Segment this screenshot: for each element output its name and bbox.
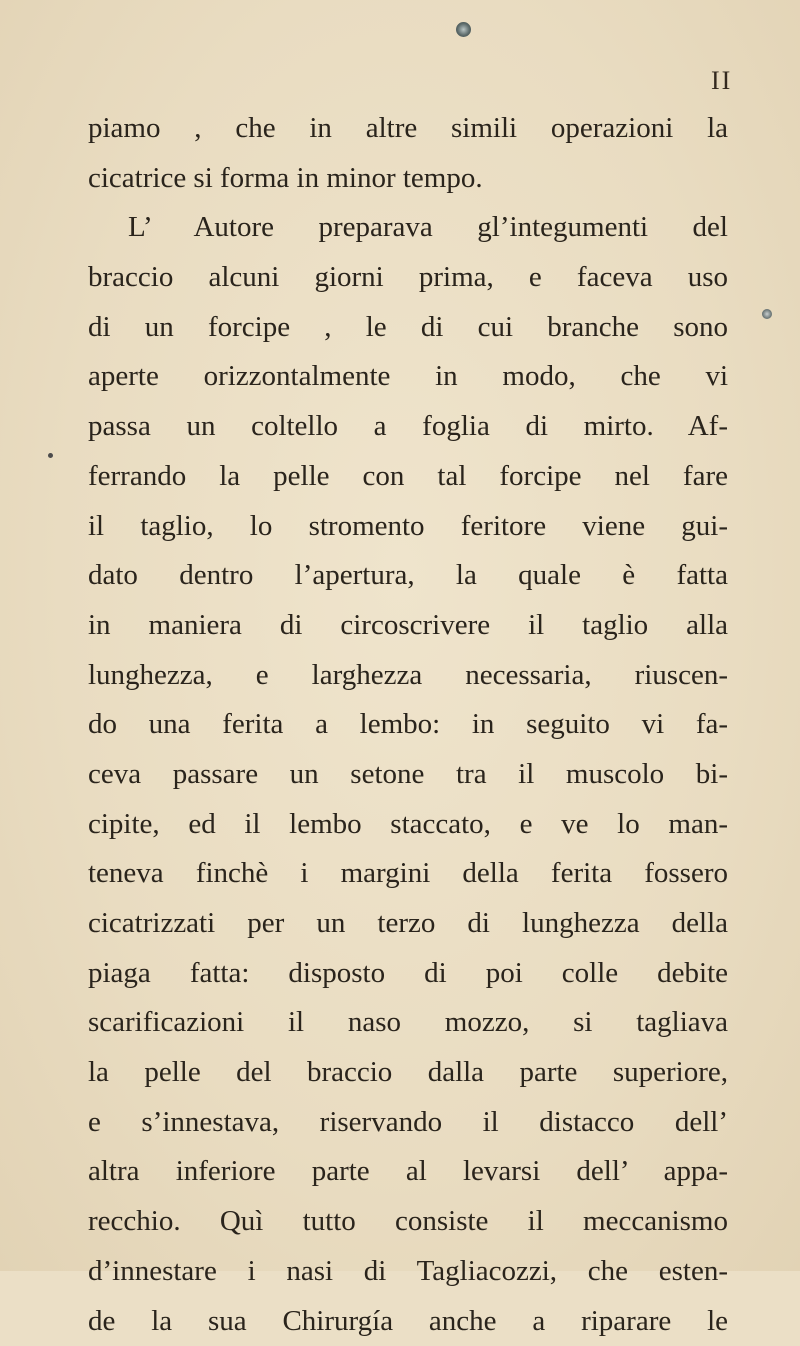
text-line: recchio. Quì tutto consiste il meccanismo <box>88 1197 728 1247</box>
text-line: altra inferiore parte al levarsi dell’ appa- <box>88 1147 728 1197</box>
text-line: lunghezza, e larghezza necessaria, riuscen- <box>88 651 728 701</box>
text-line: aperte orizzontalmente in modo, che vi <box>88 352 728 402</box>
text-line: ceva passare un setone tra il muscolo bi- <box>88 750 728 800</box>
paper-speck <box>48 453 53 458</box>
text-line: de la sua Chirurgía anche a riparare le <box>88 1297 728 1346</box>
text-line: L’ Autore preparava gl’integumenti del <box>88 203 728 253</box>
text-line: la pelle del braccio dalla parte superiore, <box>88 1048 728 1098</box>
text-line: cipite, ed il lembo staccato, e ve lo man- <box>88 800 728 850</box>
text-line: cicatrice si forma in minor tempo. <box>88 154 728 204</box>
text-line: il taglio, lo stromento feritore viene gui- <box>88 502 728 552</box>
text-line: do una ferita a lembo: in seguito vi fa- <box>88 700 728 750</box>
text-line: braccio alcuni giorni prima, e faceva uso <box>88 253 728 303</box>
text-line: teneva finchè i margini della ferita fossero <box>88 849 728 899</box>
text-line: piaga fatta: disposto di poi colle debite <box>88 949 728 999</box>
text-line: e s’innestava, riservando il distacco dell’ <box>88 1098 728 1148</box>
text-line: ferrando la pelle con tal forcipe nel fare <box>88 452 728 502</box>
text-line: passa un coltello a foglia di mirto. Af- <box>88 402 728 452</box>
library-stamp-dot <box>456 22 471 37</box>
text-line: d’innestare i nasi di Tagliacozzi, che esten- <box>88 1247 728 1297</box>
text-line: dato dentro l’apertura, la quale è fatta <box>88 551 728 601</box>
body-text <box>88 104 728 1346</box>
text-line: di un forcipe , le di cui branche sono <box>88 303 728 353</box>
text-line: scarificazioni il naso mozzo, si tagliava <box>88 998 728 1048</box>
library-stamp-dot-margin <box>762 309 772 319</box>
page-number: II <box>711 66 732 96</box>
text-line: in maniera di circoscrivere il taglio alla <box>88 601 728 651</box>
text-line: piamo , che in altre simili operazioni la <box>88 104 728 154</box>
text-line: cicatrizzati per un terzo di lunghezza della <box>88 899 728 949</box>
